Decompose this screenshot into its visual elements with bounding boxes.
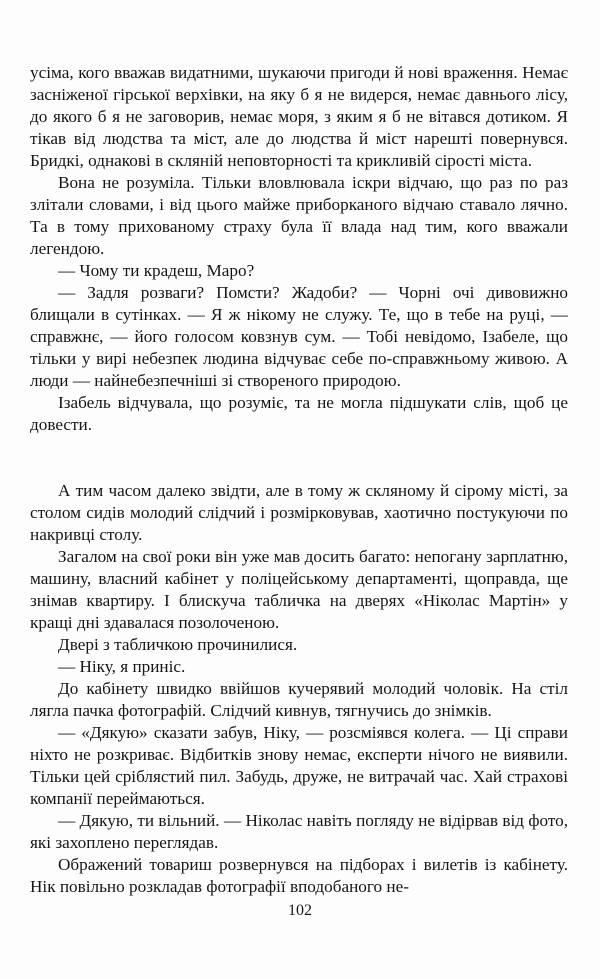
paragraph: А тим часом далеко звідти, але в тому ж скляному й сірому місті, за столом сидів молодий слідчий і розмірковував, хаотично постукуючи по накривці столу. — [30, 481, 568, 544]
dialogue-line: — Ніку, я приніс. — [58, 657, 186, 676]
paragraph: усіма, кого вважав видатними, шукаючи пригоди й нові враження. Немає засніженої гірської верхівки, на яку б я не видерся, немає давнього лісу, до якого б я не заговорив, немає моря, з яким я б не вітався дотиком. Я тікав від людства та міст, але до людства й міст нарешті повернувся. Бридкі, однакові в скляній неповторності та крикливій сірості міста. — [30, 63, 568, 170]
page-number: 102 — [288, 902, 312, 919]
paragraph: Ображений товариш розвернувся на підборах і вилетів із кабінету. Нік повільно розкладав фотографії вподобаного не- — [30, 855, 568, 896]
paragraph: До кабінету швидко ввійшов кучерявий молодий чоловік. На стіл лягла пачка фотографій. Слідчий кивнув, тягнучись до знімків. — [30, 679, 568, 720]
paragraph: Загалом на свої роки він уже мав досить багато: непогану зарплатню, машину, власний кабінет у поліцейському департаменті, щоправда, ще знімав квартиру. І блискуча табличка на дверях «Ніколас Мартін» у кращі дні здавалася позолоченою. — [30, 547, 568, 632]
dialogue-line: — Чому ти крадеш, Маро? — [58, 261, 255, 280]
dialogue-line: — Дякую, ти вільний. — Ніколас навіть погляду не відірвав від фото, які захоплено переглядав. — [30, 811, 568, 852]
paragraph: Ізабель відчувала, що розуміє, та не могла підшукати слів, щоб це довести. — [30, 393, 568, 434]
dialogue-line: — Задля розваги? Помсти? Жадоби? — Чорні очі дивовижно блищали в сутінках. — Я ж нікому не служу. Те, що в тебе на руці, — справжнє, — його голосом ковзнув сум. — Тобі невідомо, Ізабеле, що тільки у вирі небезпек людина відчуває себе по-справжньому живою. А люди — найнебезпечніші зі створеного природою. — [30, 283, 568, 390]
paragraph: Двері з табличкою прочинилися. — [58, 635, 298, 654]
section-break — [30, 436, 568, 480]
paragraph: Вона не розуміла. Тільки вловлювала іскри відчаю, що раз по раз злітали словами, і від цього майже приборканого відчаю ставало лячно. Та в тому прихованому страху була її влада над тим, кого вважали легендою. — [30, 173, 568, 258]
dialogue-line: — «Дякую» сказати забув, Ніку, — розсміявся колега. — Ці справи ніхто не розкриває. Відбитків знову немає, експерти нічого не виявили. Тільки цей сріблястий пил. Забудь, друже, не витрачай час. Хай страхові компанії переймаються. — [30, 723, 568, 808]
page-text — [30, 62, 568, 898]
